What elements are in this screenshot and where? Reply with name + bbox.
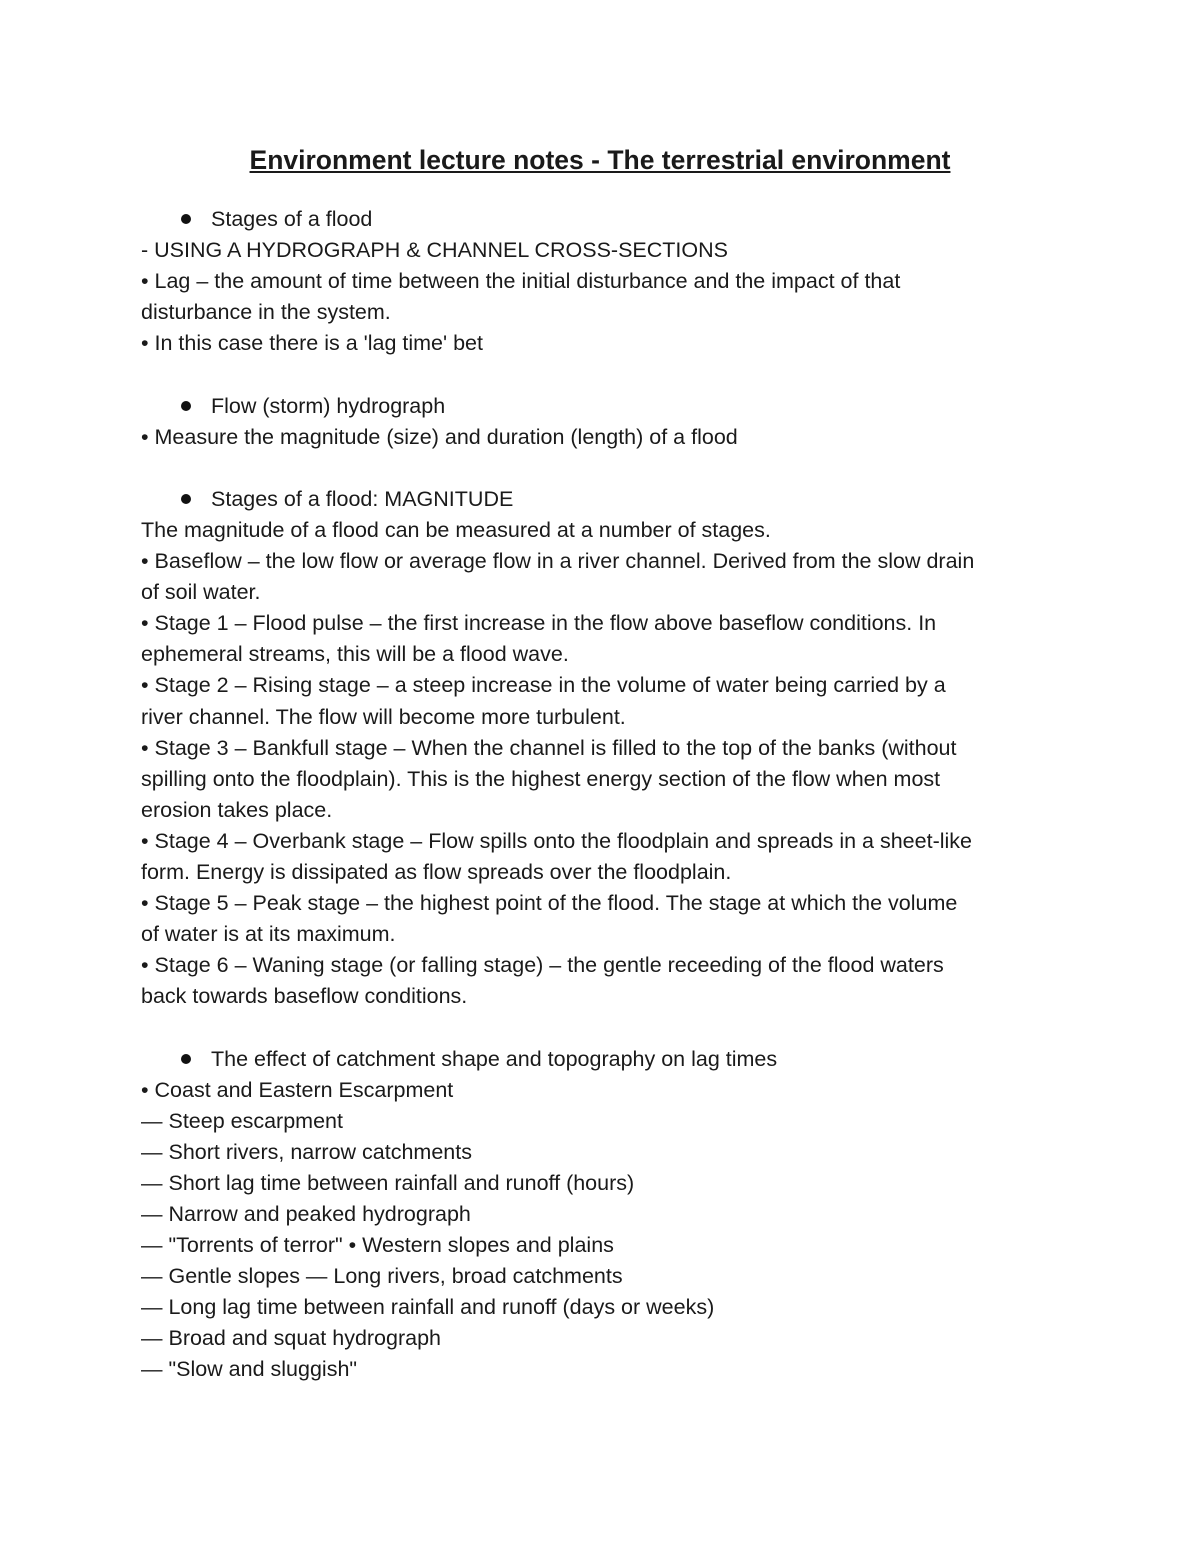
sections-container [141, 204, 1061, 1386]
body-line: • Baseflow – the low flow or average flow in a river channel. Derived from the slow drain [141, 549, 975, 574]
body-line: — Steep escarpment [141, 1108, 343, 1133]
body-line: • Stage 1 – Flood pulse – the first increase in the flow above baseflow conditions. In [141, 611, 937, 636]
section-spacer [141, 453, 1061, 484]
body-line: — "Torrents of terror" • Western slopes and plains [141, 1233, 614, 1258]
section-heading-text: Stages of a flood: MAGNITUDE [211, 486, 514, 511]
body-line: spilling onto the floodplain). This is the highest energy section of the flow when most [141, 766, 941, 791]
body-line: form. Energy is dissipated as flow spreads over the floodplain. [141, 859, 732, 884]
section-heading [141, 391, 1061, 422]
body-line: — "Slow and sluggish" [141, 1357, 358, 1382]
body-line: - USING A HYDROGRAPH & CHANNEL CROSS-SECTIONS [141, 238, 728, 263]
body-line: • Coast and Eastern Escarpment [141, 1077, 454, 1102]
body-line: — Narrow and peaked hydrograph [141, 1202, 471, 1226]
section-heading-text: The effect of catchment shape and topography on lag times [211, 1046, 778, 1071]
body-line: erosion takes place. [141, 797, 333, 822]
body-line: • Stage 2 – Rising stage – a steep increase in the volume of water being carried by a [141, 673, 946, 698]
document-title: Environment lecture notes - The terrestrial environment [249, 145, 951, 175]
section-spacer [141, 359, 1061, 390]
section-heading [141, 1044, 1061, 1075]
body-line: disturbance in the system. [141, 300, 391, 325]
body-line: ephemeral streams, this will be a flood wave. [141, 642, 569, 667]
body-line: • Stage 3 – Bankfull stage – When the channel is filled to the top of the banks (without [141, 735, 957, 760]
body-line: • Measure the magnitude (size) and duration (length) of a flood [141, 424, 738, 449]
bullet-dot-icon [181, 401, 191, 411]
body-line: • Stage 5 – Peak stage – the highest point of the flood. The stage at which the volume [141, 891, 958, 916]
body-line: — Broad and squat hydrograph [141, 1326, 442, 1351]
section-heading-text: Stages of a flood [211, 207, 373, 231]
section-spacer [141, 1012, 1061, 1043]
body-line: — Short lag time between rainfall and runoff (hours) [141, 1170, 635, 1195]
section-heading [141, 204, 1061, 235]
body-line: of soil water. [141, 580, 261, 605]
bullet-dot-icon [181, 494, 191, 504]
body-line: back towards baseflow conditions. [141, 984, 468, 1009]
bullet-dot-icon [181, 214, 191, 224]
document-page [141, 140, 1061, 1386]
section-heading [141, 484, 1061, 515]
body-line: river channel. The flow will become more turbulent. [141, 704, 626, 729]
bullet-dot-icon [181, 1054, 191, 1064]
body-line: • Stage 4 – Overbank stage – Flow spills onto the floodplain and spreads in a sheet-like [141, 828, 972, 853]
body-line: of water is at its maximum. [141, 922, 396, 947]
body-line: — Short rivers, narrow catchments [141, 1139, 472, 1164]
section-heading-text: Flow (storm) hydrograph [211, 393, 446, 418]
body-line: The magnitude of a flood can be measured at a number of stages. [141, 517, 771, 542]
body-line: — Gentle slopes — Long rivers, broad catchments [141, 1264, 623, 1289]
body-line: • In this case there is a 'lag time' bet [141, 331, 483, 356]
body-line: • Stage 6 – Waning stage (or falling stage) – the gentle receeding of the flood waters [141, 953, 944, 978]
body-line: — Long lag time between rainfall and runoff (days or weeks) [141, 1295, 715, 1320]
body-line: • Lag – the amount of time between the initial disturbance and the impact of that [141, 269, 901, 294]
